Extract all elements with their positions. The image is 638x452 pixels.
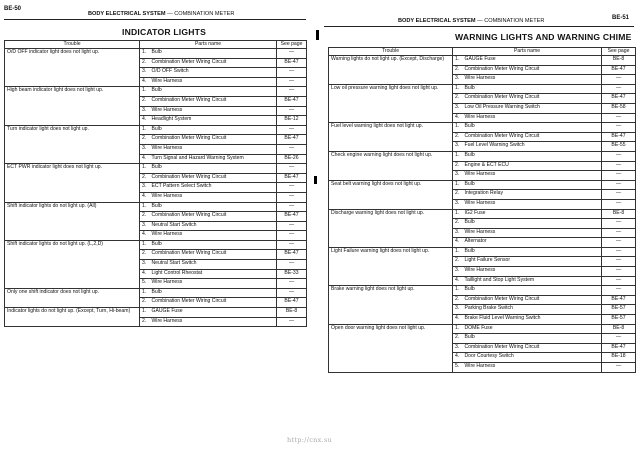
see-page-cell: BE-47: [277, 298, 307, 308]
part-number-cell: 4.: [453, 353, 463, 363]
part-name-cell: GAUGE Fuse: [463, 56, 602, 66]
part-name-cell: ECT Pattern Select Switch: [150, 183, 277, 193]
see-page-cell: —: [602, 363, 636, 373]
see-page-cell: —: [277, 106, 307, 116]
trouble-cell: Fuel level warning light does not light up.: [329, 123, 453, 152]
see-page-cell: BE-55: [602, 142, 636, 152]
table-row: [329, 209, 636, 219]
see-page-cell: BE-47: [277, 96, 307, 106]
table-row: [329, 84, 636, 94]
see-page-cell: —: [602, 286, 636, 296]
part-name-cell: Parking Brake Switch: [463, 305, 602, 315]
see-page-cell: —: [602, 276, 636, 286]
part-number-cell: 1.: [453, 209, 463, 219]
table-header-row: [5, 41, 307, 49]
trouble-column-header: Trouble: [329, 48, 453, 56]
see-page-cell: BE-47: [277, 58, 307, 68]
see-page-cell: —: [277, 231, 307, 241]
part-name-cell: Headlight System: [150, 116, 277, 126]
table-row: [329, 324, 636, 334]
part-number-cell: 2.: [140, 173, 150, 183]
part-name-cell: Wire Harness: [150, 77, 277, 87]
table-row: [5, 49, 307, 59]
part-number-cell: 3.: [140, 221, 150, 231]
see-page-cell: —: [602, 113, 636, 123]
part-number-cell: 4.: [453, 315, 463, 325]
see-page-cell: —: [277, 192, 307, 202]
part-number-cell: 2.: [140, 317, 150, 327]
part-name-cell: Wire Harness: [463, 267, 602, 277]
part-number-cell: 1.: [140, 202, 150, 212]
table-row: [329, 56, 636, 66]
see-page-cell: —: [277, 288, 307, 298]
trouble-cell: ECT PWR indicator light does not light up.: [5, 164, 140, 202]
binding-mark: [316, 30, 319, 40]
part-name-cell: Bulb: [463, 286, 602, 296]
see-page-cell: BE-18: [602, 353, 636, 363]
part-number-cell: 3.: [140, 144, 150, 154]
part-number-cell: 1.: [453, 247, 463, 257]
part-name-cell: Combination Meter Wiring Circuit: [463, 132, 602, 142]
part-number-cell: 4.: [140, 116, 150, 126]
see-page-cell: BE-26: [277, 154, 307, 164]
table-header-row: [329, 48, 636, 56]
part-number-cell: 1.: [453, 151, 463, 161]
part-number-cell: 1.: [140, 87, 150, 97]
part-number-cell: 2.: [140, 96, 150, 106]
part-name-cell: Combination Meter Wiring Circuit: [150, 250, 277, 260]
part-name-cell: Door Courtesy Switch: [463, 353, 602, 363]
trouble-cell: Turn indicator light does not light up.: [5, 125, 140, 163]
part-name-cell: Wire Harness: [463, 113, 602, 123]
table-row: [5, 164, 307, 174]
header-rule: [324, 26, 634, 27]
part-name-cell: Combination Meter Wiring Circuit: [463, 94, 602, 104]
part-number-cell: 1.: [140, 49, 150, 59]
see-page-cell: —: [602, 219, 636, 229]
part-name-cell: Neutral Start Switch: [150, 260, 277, 270]
part-name-cell: Wire Harness: [463, 228, 602, 238]
table-row: [5, 288, 307, 298]
part-number-cell: 2.: [453, 257, 463, 267]
part-name-cell: Bulb: [463, 219, 602, 229]
part-number-cell: 1.: [140, 308, 150, 318]
part-name-cell: Bulb: [463, 123, 602, 133]
part-name-cell: Neutral Start Switch: [150, 221, 277, 231]
see-page-cell: —: [602, 151, 636, 161]
part-name-cell: Bulb: [463, 151, 602, 161]
trouble-cell: High beam indicator light does not light up.: [5, 87, 140, 125]
see-page-cell: —: [602, 180, 636, 190]
table-row: [329, 123, 636, 133]
part-number-cell: 4.: [140, 154, 150, 164]
page-number: BE-50: [4, 6, 22, 12]
part-number-cell: 4.: [140, 77, 150, 87]
trouble-cell: Seat belt warning light does not light up.: [329, 180, 453, 209]
indicator-lights-table: [4, 40, 307, 327]
part-name-cell: Taillight and Stop Light System: [463, 276, 602, 286]
part-name-cell: Fuel Level Warning Switch: [463, 142, 602, 152]
part-number-cell: 2.: [140, 298, 150, 308]
part-name-cell: Turn Signal and Hazard Warning System: [150, 154, 277, 164]
part-number-cell: 3.: [453, 305, 463, 315]
trouble-cell: Open door warning light does not light up.: [329, 324, 453, 372]
table-row: [5, 87, 307, 97]
part-number-cell: 3.: [140, 68, 150, 78]
see-page-cell: —: [602, 257, 636, 267]
warning-lights-table: [328, 47, 636, 373]
see-page-cell: —: [277, 77, 307, 87]
see-page-cell: BE-57: [602, 315, 636, 325]
trouble-cell: Only one shift indicator does not light up.: [5, 288, 140, 307]
see-page-cell: —: [277, 317, 307, 327]
page-header: BODY ELECTRICAL SYSTEM — COMBINATION METER: [398, 18, 545, 24]
part-number-cell: 3.: [453, 228, 463, 238]
part-number-cell: 1.: [453, 123, 463, 133]
table-row: [329, 180, 636, 190]
part-name-cell: GAUGE Fuse: [150, 308, 277, 318]
part-name-cell: Wire Harness: [463, 199, 602, 209]
trouble-cell: Warning lights do not light up. (Except, Discharge): [329, 56, 453, 85]
part-name-cell: Combination Meter Wiring Circuit: [463, 295, 602, 305]
see-page-cell: —: [602, 190, 636, 200]
part-number-cell: 5.: [453, 363, 463, 373]
part-number-cell: 3.: [140, 260, 150, 270]
section-title: WARNING LIGHTS AND WARNING CHIME: [455, 32, 632, 42]
header-title: BODY ELECTRICAL SYSTEM: [88, 11, 166, 17]
part-name-cell: Combination Meter Wiring Circuit: [150, 212, 277, 222]
footer-url: http://cnx.su: [287, 436, 333, 444]
page-number: BE-51: [612, 15, 630, 21]
see-page-cell: —: [277, 164, 307, 174]
trouble-column-header: Trouble: [5, 41, 140, 49]
part-name-cell: Combination Meter Wiring Circuit: [150, 135, 277, 145]
part-name-cell: Wire Harness: [463, 171, 602, 181]
part-number-cell: 2.: [453, 94, 463, 104]
binding-mark: [314, 176, 317, 184]
see-page-cell: —: [277, 240, 307, 250]
part-number-cell: 4.: [453, 276, 463, 286]
part-number-cell: 1.: [140, 288, 150, 298]
part-number-cell: 3.: [453, 199, 463, 209]
part-number-cell: 1.: [453, 84, 463, 94]
part-number-cell: 2.: [140, 58, 150, 68]
see-page-cell: —: [277, 49, 307, 59]
page-column-header: See page: [602, 48, 636, 56]
see-page-cell: —: [602, 247, 636, 257]
section-title: INDICATOR LIGHTS: [122, 27, 207, 37]
trouble-cell: Shift indicator lights do not light up. (All): [5, 202, 140, 240]
trouble-cell: Check engine warning light does not light up.: [329, 151, 453, 180]
page-column-header: See page: [277, 41, 307, 49]
part-name-cell: Wire Harness: [150, 279, 277, 289]
see-page-cell: BE-47: [277, 173, 307, 183]
part-number-cell: 2.: [453, 190, 463, 200]
trouble-cell: O/D OFF indicator light does not light up.: [5, 49, 140, 87]
part-number-cell: 3.: [453, 103, 463, 113]
part-number-cell: 2.: [453, 161, 463, 171]
part-name-cell: Light Control Rheostat: [150, 269, 277, 279]
trouble-cell: Brake warning light does not light up.: [329, 286, 453, 324]
see-page-cell: —: [277, 279, 307, 289]
part-number-cell: 3.: [453, 343, 463, 353]
see-page-cell: BE-47: [277, 212, 307, 222]
see-page-cell: BE-33: [277, 269, 307, 279]
part-number-cell: 1.: [140, 240, 150, 250]
page-header: BODY ELECTRICAL SYSTEM — COMBINATION METER: [88, 11, 235, 17]
part-name-cell: Low Oil Pressure Warning Switch: [463, 103, 602, 113]
part-number-cell: 2.: [140, 212, 150, 222]
trouble-cell: Light Failure warning light does not light up.: [329, 247, 453, 285]
part-number-cell: 3.: [453, 171, 463, 181]
see-page-cell: BE-47: [602, 94, 636, 104]
part-number-cell: 1.: [453, 324, 463, 334]
part-name-cell: Bulb: [150, 87, 277, 97]
see-page-cell: BE-47: [602, 65, 636, 75]
part-number-cell: 2.: [140, 135, 150, 145]
see-page-cell: —: [277, 202, 307, 212]
part-name-cell: Bulb: [150, 164, 277, 174]
part-number-cell: 2.: [453, 295, 463, 305]
part-number-cell: 3.: [140, 106, 150, 116]
part-name-cell: Integration Relay: [463, 190, 602, 200]
see-page-cell: —: [277, 68, 307, 78]
table-row: [329, 286, 636, 296]
see-page-cell: BE-8: [602, 209, 636, 219]
part-number-cell: 1.: [140, 125, 150, 135]
part-name-cell: Bulb: [150, 288, 277, 298]
part-name-cell: Wire Harness: [150, 106, 277, 116]
see-page-cell: —: [277, 260, 307, 270]
part-name-cell: IG2 Fuse: [463, 209, 602, 219]
part-number-cell: 3.: [453, 75, 463, 85]
part-name-cell: Wire Harness: [150, 317, 277, 327]
table-row: [329, 247, 636, 257]
see-page-cell: BE-8: [602, 56, 636, 66]
part-number-cell: 2.: [453, 65, 463, 75]
part-number-cell: 1.: [453, 56, 463, 66]
table-row: [5, 202, 307, 212]
part-name-cell: Combination Meter Wiring Circuit: [463, 343, 602, 353]
see-page-cell: BE-57: [602, 305, 636, 315]
see-page-cell: BE-58: [602, 103, 636, 113]
part-number-cell: 4.: [140, 269, 150, 279]
part-name-cell: Light Failure Sensor: [463, 257, 602, 267]
see-page-cell: —: [602, 238, 636, 248]
part-name-cell: Combination Meter Wiring Circuit: [150, 173, 277, 183]
part-name-cell: DOME Fuse: [463, 324, 602, 334]
part-number-cell: 3.: [453, 142, 463, 152]
part-name-cell: Bulb: [463, 247, 602, 257]
table-row: [5, 125, 307, 135]
header-subtitle: COMBINATION METER: [174, 11, 235, 17]
part-name-cell: Wire Harness: [150, 144, 277, 154]
part-name-cell: Combination Meter Wiring Circuit: [150, 58, 277, 68]
part-number-cell: 1.: [140, 164, 150, 174]
see-page-cell: —: [602, 267, 636, 277]
part-name-cell: Bulb: [150, 202, 277, 212]
table-row: [329, 151, 636, 161]
part-number-cell: 4.: [140, 231, 150, 241]
see-page-cell: —: [602, 123, 636, 133]
see-page-cell: BE-47: [602, 295, 636, 305]
trouble-cell: Discharge warning light does not light up.: [329, 209, 453, 247]
parts-column-header: Parts name: [453, 48, 602, 56]
see-page-cell: —: [602, 334, 636, 344]
part-number-cell: 3.: [140, 183, 150, 193]
see-page-cell: BE-47: [277, 250, 307, 260]
part-name-cell: Bulb: [150, 125, 277, 135]
see-page-cell: —: [277, 144, 307, 154]
header-rule: [4, 19, 306, 20]
part-number-cell: 4.: [453, 238, 463, 248]
see-page-cell: BE-8: [277, 308, 307, 318]
part-name-cell: Bulb: [150, 240, 277, 250]
see-page-cell: BE-47: [602, 343, 636, 353]
see-page-cell: —: [602, 228, 636, 238]
see-page-cell: —: [277, 183, 307, 193]
part-name-cell: Bulb: [150, 49, 277, 59]
part-number-cell: 2.: [453, 132, 463, 142]
see-page-cell: BE-47: [602, 132, 636, 142]
part-name-cell: Combination Meter Wiring Circuit: [150, 96, 277, 106]
part-name-cell: Bulb: [463, 84, 602, 94]
see-page-cell: BE-47: [277, 135, 307, 145]
see-page-cell: —: [602, 171, 636, 181]
part-number-cell: 2.: [453, 219, 463, 229]
part-name-cell: Wire Harness: [150, 231, 277, 241]
trouble-cell: Low oil pressure warning light does not light up.: [329, 84, 453, 122]
see-page-cell: BE-8: [602, 324, 636, 334]
part-number-cell: 2.: [140, 250, 150, 260]
header-title: BODY ELECTRICAL SYSTEM: [398, 18, 476, 24]
see-page-cell: BE-12: [277, 116, 307, 126]
part-name-cell: O/D OFF Switch: [150, 68, 277, 78]
table-row: [5, 308, 307, 318]
part-number-cell: 5.: [140, 279, 150, 289]
see-page-cell: —: [602, 75, 636, 85]
part-number-cell: 1.: [453, 286, 463, 296]
part-name-cell: Alternator: [463, 238, 602, 248]
see-page-cell: —: [277, 125, 307, 135]
parts-column-header: Parts name: [140, 41, 277, 49]
see-page-cell: —: [602, 199, 636, 209]
trouble-cell: Indicator lights do not light up. (Except, Turn, Hi-beam): [5, 308, 140, 327]
trouble-cell: Shift indicator lights do not light up. (L,2,D): [5, 240, 140, 288]
part-name-cell: Combination Meter Wiring Circuit: [463, 65, 602, 75]
see-page-cell: —: [602, 161, 636, 171]
part-name-cell: Engine & ECT ECU: [463, 161, 602, 171]
header-subtitle: COMBINATION METER: [484, 18, 545, 24]
part-name-cell: Bulb: [463, 180, 602, 190]
part-number-cell: 1.: [453, 180, 463, 190]
see-page-cell: —: [602, 84, 636, 94]
part-name-cell: Bulb: [463, 334, 602, 344]
see-page-cell: —: [277, 87, 307, 97]
part-name-cell: Brake Fluid Level Warning Switch: [463, 315, 602, 325]
part-number-cell: 4.: [453, 113, 463, 123]
part-name-cell: Wire Harness: [463, 75, 602, 85]
part-number-cell: 3.: [453, 267, 463, 277]
part-name-cell: Combination Meter Wiring Circuit: [150, 298, 277, 308]
table-row: [5, 240, 307, 250]
part-number-cell: 4.: [140, 192, 150, 202]
part-number-cell: 2.: [453, 334, 463, 344]
part-name-cell: Wire Harness: [150, 192, 277, 202]
part-name-cell: Wire Harness: [463, 363, 602, 373]
see-page-cell: —: [277, 221, 307, 231]
